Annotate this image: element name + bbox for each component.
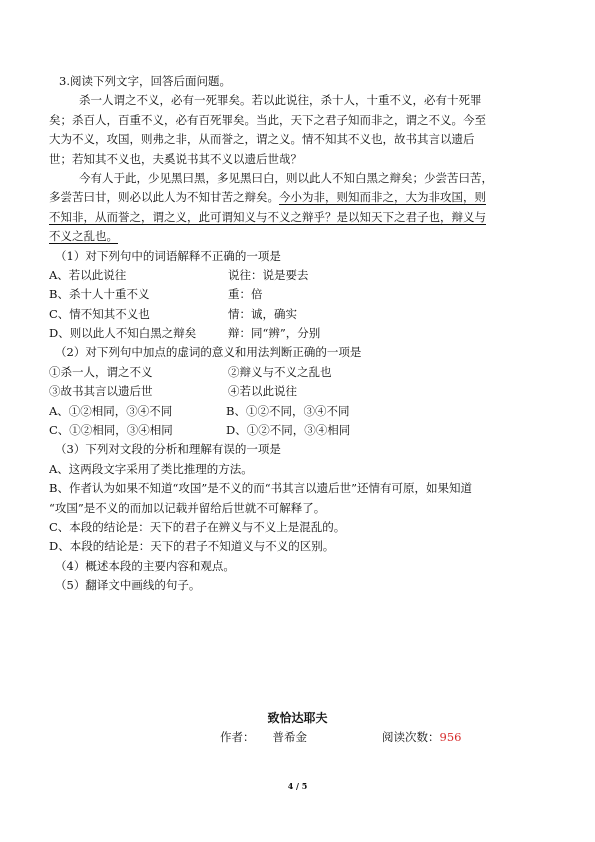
page-number: 4 / 5 <box>287 781 308 791</box>
option-row <box>49 402 549 421</box>
option-text: C、本段的结论是：天下的君子在辨义与不义上是混乱的。 <box>49 519 346 534</box>
option-text: C、①②相同，③④相同 <box>49 423 173 438</box>
option-row <box>49 421 549 440</box>
item-text: ①杀一人，谓之不义 <box>49 364 153 379</box>
option-row <box>49 285 549 304</box>
option-explanation: 情：诚，确实 <box>228 306 297 321</box>
option-text: B、杀十人十重不义 <box>49 287 150 302</box>
passage-line <box>49 208 549 227</box>
passage-line <box>49 227 549 246</box>
author-name: 普希金 <box>272 730 307 744</box>
option-explanation: 重：倍 <box>228 287 263 302</box>
option-explanation: 辩：同“辨”，分别 <box>228 326 321 341</box>
item-row <box>49 382 549 401</box>
passage-text: 多尝苦曰甘，则必以此人为不知甘苦之辩矣。 <box>49 190 279 205</box>
option-text: D、则以此人不知白黑之辩矣 <box>49 326 197 341</box>
question-title: 3.阅读下列文字，回答后面问题。 <box>59 74 231 88</box>
sub-question-3: （3）下列对文段的分析和理解有误的一项是 <box>55 442 281 457</box>
option-text: D、①②不同，③④相同 <box>226 423 351 438</box>
passage-line: 矣；杀百人，百重不义，必有百死罪矣。当此，天下之君子知而非之，谓之不义。今至 <box>49 112 486 127</box>
option-text: B、①②不同，③④不同 <box>226 403 350 418</box>
item-row <box>49 363 549 382</box>
option-row <box>49 305 549 324</box>
author-label: 作者： <box>220 730 255 744</box>
read-count-info <box>382 728 461 747</box>
underlined-sentence: 不知非，从而誉之，谓之义，此可谓知义与不义之辩乎？是以知天下之君子也，辩义与 <box>49 209 486 224</box>
passage-line <box>49 188 549 207</box>
passage-line: 今有人于此，少见黑曰黑，多见黑曰白，则以此人不知白黑之辩矣；少尝苦曰苦， <box>79 170 493 185</box>
option-text: A、若以此说往 <box>49 267 127 282</box>
article-title: 致恰达耶夫 <box>267 711 328 725</box>
question-block <box>49 72 549 596</box>
passage-line: 大为不义，攻国，则弗之非，从而誉之，谓之义。情不知其不义也，故书其言以遗后 <box>49 132 475 147</box>
option-text: A、这两段文字采用了类比推理的方法。 <box>49 461 253 476</box>
sub-question-2: （2）对下列句中加点的虚词的意义和用法判断正确的一项是 <box>55 345 362 360</box>
option-text: A、①②相同，③④不同 <box>49 403 173 418</box>
underlined-sentence: 今小为非，则知而非之，大为非攻国，则 <box>279 190 486 205</box>
passage-line: 杀一人谓之不义，必有一死罪矣。若以此说往，杀十人，十重不义，必有十死罪 <box>79 93 482 108</box>
option-row <box>49 266 549 285</box>
underlined-sentence: 不义之乱也。 <box>49 229 118 244</box>
item-text: ④若以此说往 <box>228 384 297 399</box>
item-text: ②辩义与不义之乱也 <box>228 364 332 379</box>
read-count-label: 阅读次数： <box>382 730 440 744</box>
option-text: D、本段的结论是：天下的君子不知道义与不义的区别。 <box>49 539 335 554</box>
option-text: “攻国”是不义的而加以记载并留给后世就不可解释了。 <box>49 500 326 515</box>
option-row <box>49 324 549 343</box>
sub-question-4: （4）概述本段的主要内容和观点。 <box>55 558 235 573</box>
option-text: C、情不知其不义也 <box>49 306 150 321</box>
item-text: ③故书其言以遗后世 <box>49 384 153 399</box>
author-info <box>220 728 307 747</box>
passage-line: 世；若知其不义也，夫奚说书其不义以遗后世哉？ <box>49 151 302 166</box>
sub-question-5: （5）翻译文中画线的句子。 <box>55 578 201 593</box>
read-count-value: 956 <box>439 730 462 744</box>
option-text: B、作者认为如果不知道“攻国”是不义的而“书其言以遗后世”还情有可原，如果知道 <box>49 481 472 496</box>
sub-question-1: （1）对下列句中的词语解释不正确的一项是 <box>55 248 281 263</box>
option-explanation: 说往：说是要去 <box>228 267 309 282</box>
